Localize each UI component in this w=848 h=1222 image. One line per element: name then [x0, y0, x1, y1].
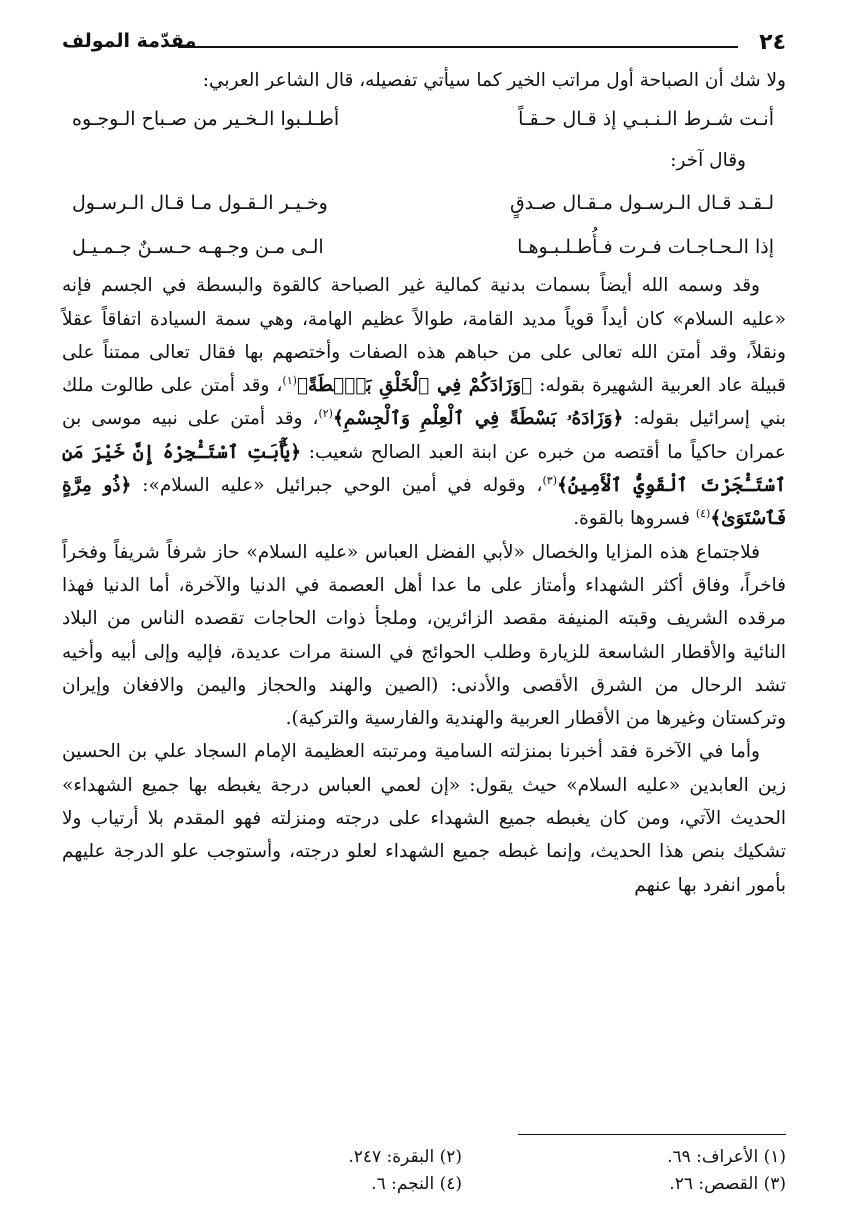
- paragraph-physical-traits: [62, 269, 786, 535]
- quran-quote: ﴿وَزَادَهُۥ بَسْطَةً فِي ٱلْعِلْمِ وَٱلْجِسْمِ﴾: [332, 408, 624, 430]
- paragraph-intro: ولا شك أن الصباحة أول مراتب الخير كما سيأتي تفصيله، قال الشاعر العربي:: [202, 70, 786, 91]
- footnotes: [62, 1134, 786, 1197]
- verse-line: [62, 181, 786, 225]
- verse-hemistich-right: لـقـد قـال الـرسـول مـقـال صـدقٍ: [509, 192, 774, 215]
- footnote-ref: (١): [282, 374, 297, 388]
- poem-2: [62, 181, 786, 269]
- footnote-2: (٢) البقرة: ٢٤٧.: [348, 1147, 462, 1167]
- footnote-4: (٤) النجم: ٦.: [371, 1174, 462, 1194]
- footnote-1: (١) الأعراف: ٦٩.: [667, 1147, 786, 1167]
- text-run: ، وقد أمتن على نبيه موسى بن عمران حاكياً ما أقتصه من خبره عن ابنة العبد الصالح شعيب:: [62, 408, 786, 463]
- verse-line: [62, 97, 786, 141]
- paragraph-worldly-honor: فلاجتماع هذه المزايا والخصال «لأبي الفضل العباس «عليه السلام» حاز شرفاً شريفاً وفخراً فاخراً، وفاق أكثر الشهداء وأمتاز على ما عدا أهل العصمة في الدنيا والآخرة، أما الدنيا فهذا مرقده الشريف وقبته المنيفة مقصد الزائرين، وملجأ ذوات الحاجات تقصده الناس من البلاد النائية والأقطار الشاسعة للزيارة وطلب الحوائج في السنة مرات عديدة، فإليه وإلى أبيه وأخيه تشد الرحال من الشرق الأقصى والأدنى: (الصين والهند والحجاز واليمن والافغان وإيران وتركستان وغيرها من الأقطار العربية والهندية والفارسية والتركية).: [62, 541, 786, 730]
- text-run: ، وقد أمتن على طالوت ملك بني إسرائيل بقوله:: [62, 375, 786, 430]
- running-title: مقدّمة المولف: [62, 30, 197, 52]
- footnote-ref: (٤): [695, 507, 711, 521]
- paragraph-hereafter: وأما في الآخرة فقد أخبرنا بمنزلته السامية ومرتبته العظيمة الإمام السجاد علي بن الحسين زين العابدين «عليه السلام» حيث يقول: «إن لعمي العباس درجة يغبطه بها جميع الشهداء» الحديث الآتي، ومن كان يغبطه جميع الشهداء على درجته ومنزلته فهو المقدم بلا أرتياب ولا تشكيك بنص هذا الحديث، وإنما غبطه جميع الشهداء لعلو درجته، وأستوجب علو الدرجة عليهم بأمور انفرد بها عنهم: [62, 741, 786, 896]
- verse-hemistich-left: الـى مـن وجـهـه حـسـنٌ جـمـيـل: [72, 236, 324, 259]
- verse-hemistich-right: أنـت شـرط الـنـبـي إذ قـال حـقـاً: [518, 108, 774, 131]
- quran-quote: ﴿يَٰٓأَبَتِ ٱسْتَـْٔجِرْهُ إِنَّ خَيْرَ مَنِ ٱسْتَـْٔجَرْتَ ٱلْقَوِيُّ ٱلْأَمِينُ﴾: [62, 441, 786, 497]
- verse-hemistich-right: إذا الـحـاجـات فـرت فـأُطـلـبـوهـا: [517, 236, 774, 259]
- page: [62, 30, 787, 1194]
- quran-quote: ﴿ذُو مِرَّةٍ فَٱسْتَوَىٰ﴾: [62, 475, 786, 530]
- quran-quote: ﴿وَزَادَكُمْ فِي ٱلْخَلْقِ بَصْۜطَةً﴾: [296, 375, 533, 397]
- text-run: ، وقوله في أمين الوحي جبرائيل «عليه السلام»:: [131, 475, 543, 497]
- footnote-list: [62, 1145, 786, 1197]
- text-run: فسروها بالقوة.: [573, 508, 696, 530]
- footnote-ref: (٢): [318, 407, 333, 421]
- text-run: وقد وسمه الله أيضاً بسمات بدنية كمالية غير الصباحة كالقوة والبسطة في الجسم فإنه «عليه السلام» كان أيداً قوياً مديد القامة، طوالاً عظيم الهامة، وهي سمة السيادة اتفاقاً عقلاً ونقلاً، وقد أمتن الله تعالى على من حباهم هذه الصفات وأختصهم بها فقال تعالى ممتناً على قبيلة عاد العربية الشهيرة بقوله:: [62, 275, 787, 397]
- verse-hemistich-left: أطـلـبوا الـخـير من صـباح الـوجـوه: [72, 108, 340, 131]
- verse-hemistich-left: وخـيـر الـقـول مـا قـال الـرسـول: [72, 192, 328, 215]
- footnote-3: (٣) القصص: ٢٦.: [669, 1174, 786, 1194]
- poem-1: [62, 97, 786, 141]
- verse-line: [62, 225, 786, 269]
- running-header: [62, 30, 786, 64]
- page-number: ٢٤: [759, 30, 786, 55]
- header-rule: [178, 46, 738, 48]
- body-text: [62, 64, 786, 902]
- footnote-ref: (٣): [542, 473, 557, 487]
- footnote-rule: [518, 1134, 786, 1135]
- verse-intro: وقال آخر:: [670, 150, 746, 172]
